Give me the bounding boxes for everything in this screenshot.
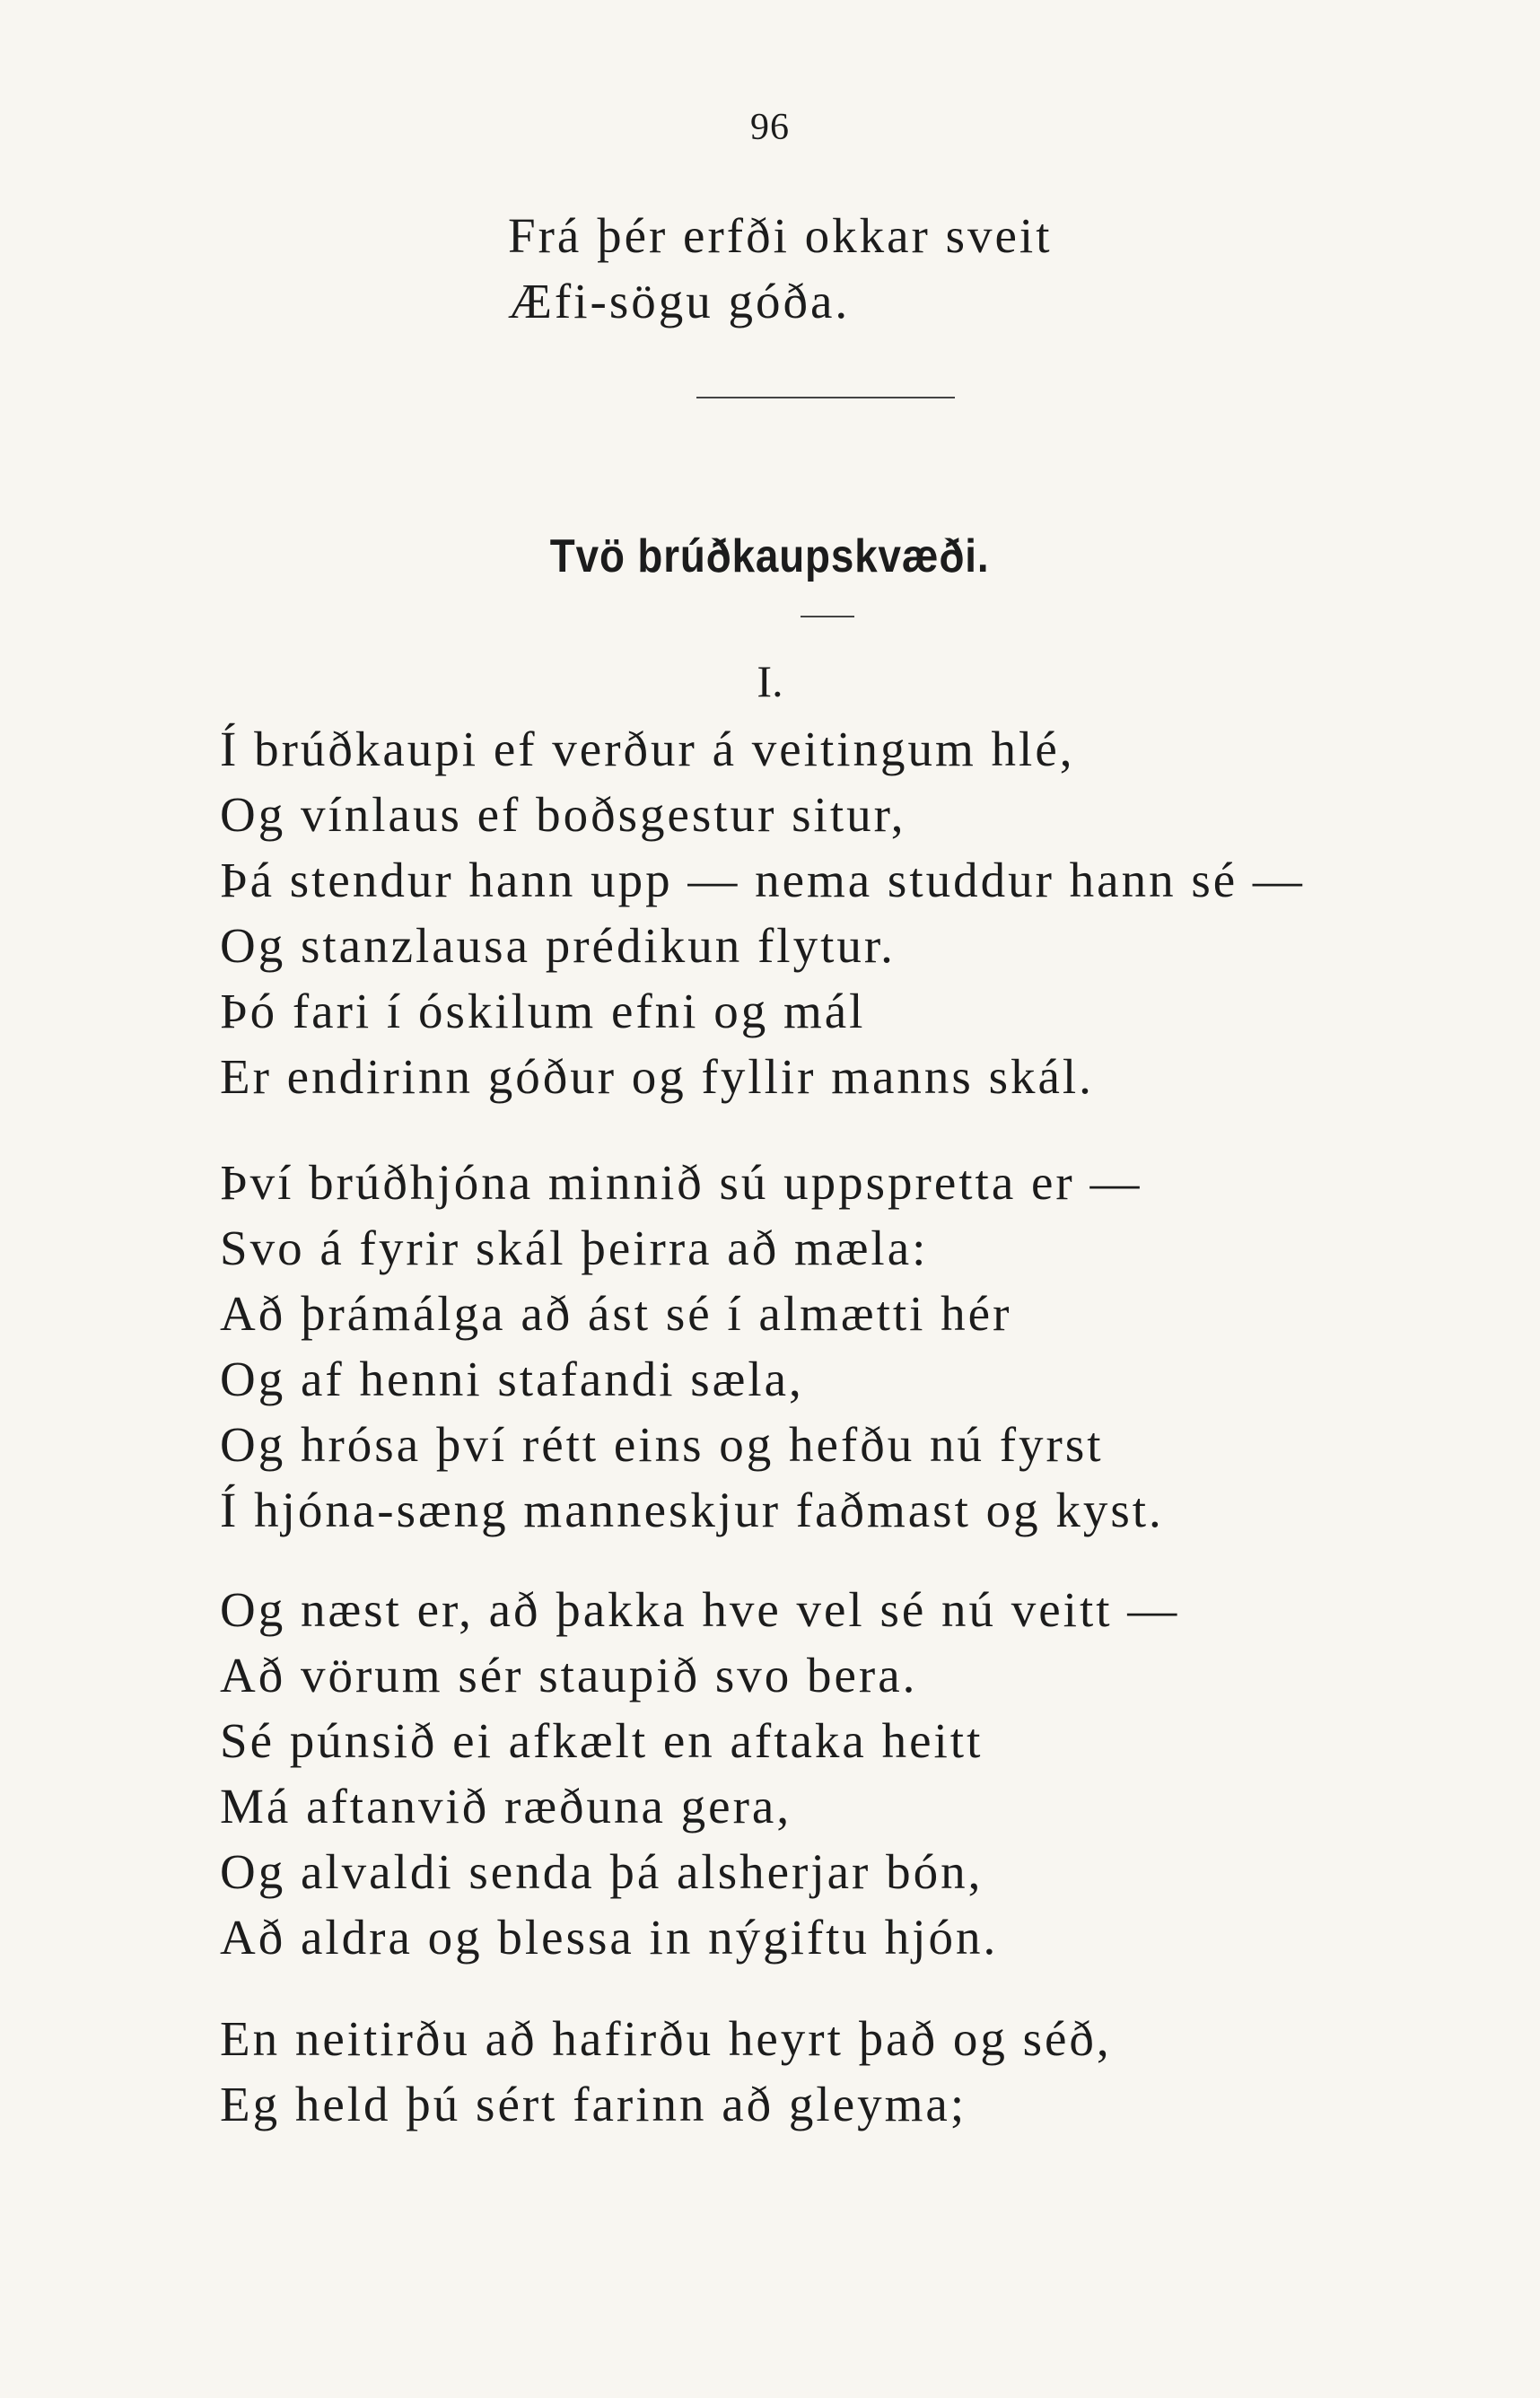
verse-line: En neitirðu að hafirðu heyrt það og séð,	[220, 2011, 1112, 2066]
verse-line: Þá stendur hann upp — nema studdur hann sé —	[220, 853, 1305, 907]
verse-line: Í brúðkaupi ef verður á veitingum hlé,	[220, 722, 1075, 776]
verse-line: Í hjóna-sæng manneskjur faðmast og kyst.	[220, 1483, 1164, 1537]
part-number: I.	[757, 656, 783, 706]
verse-line: Og næst er, að þakka hve vel sé nú veitt —	[220, 1582, 1180, 1637]
poem-title: Tvö brúðkaupskvæði.	[549, 530, 990, 582]
verse-line: Frá þér erfði okkar sveit	[508, 208, 1053, 263]
verse-line: Og stanzlausa prédikun flytur.	[220, 918, 896, 973]
verse-line: Má aftanvið ræðuna gera,	[220, 1779, 792, 1834]
verse-line: Að aldra og blessa in nýgiftu hjón.	[220, 1910, 999, 1965]
verse-line: Því brúðhjóna minnið sú uppspretta er —	[220, 1155, 1142, 1210]
verse-line: Að þrámálga að ást sé í almætti hér	[220, 1286, 1012, 1341]
verse-line: Og vínlaus ef boðsgestur situr,	[220, 787, 906, 842]
verse-line: Er endirinn góður og fyllir manns skál.	[220, 1049, 1094, 1104]
verse-line: Svo á fyrir skál þeirra að mæla:	[220, 1221, 929, 1275]
verse-line: Og af henni stafandi sæla,	[220, 1352, 804, 1406]
verse-line: Og alvaldi senda þá alsherjar bón,	[220, 1844, 984, 1899]
section-divider	[696, 397, 955, 398]
verse-line: Sé púnsið ei afkælt en aftaka heitt	[220, 1713, 984, 1768]
verse-line: Æfi-sögu góða.	[508, 274, 851, 328]
title-rule	[801, 616, 854, 617]
verse-line: Og hrósa því rétt eins og hefðu nú fyrst	[220, 1417, 1104, 1472]
page-number: 96	[750, 107, 790, 148]
verse-line: Eg held þú sért farinn að gleyma;	[220, 2077, 967, 2131]
verse-line: Þó fari í óskilum efni og mál	[220, 984, 866, 1038]
verse-line: Að vörum sér staupið svo bera.	[220, 1648, 918, 1702]
